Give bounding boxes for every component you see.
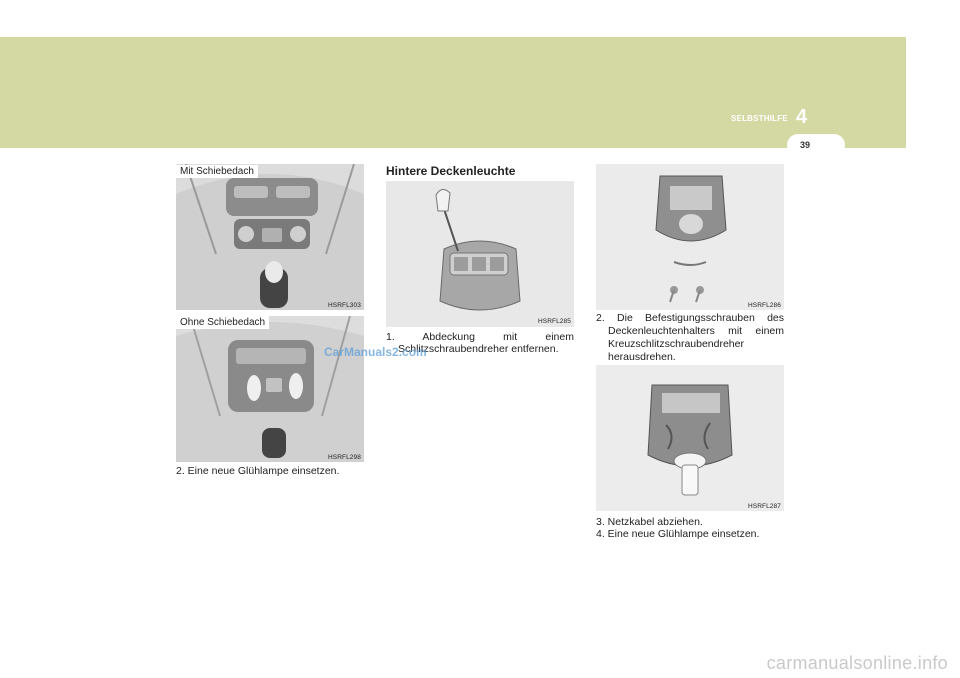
watermark-overlay: CarManuals2.com xyxy=(324,345,427,359)
chapter-number: 4 xyxy=(796,106,808,128)
section-heading: Hintere Deckenleuchte xyxy=(386,164,516,178)
photo-rear-lamp-bulb xyxy=(596,365,784,511)
page-number: 39 xyxy=(800,140,811,150)
footer-watermark: carmanualsonline.info xyxy=(766,653,948,673)
page-number-tab xyxy=(787,134,845,156)
step-1-line-2: Schlitzschraubendreher entfernen. xyxy=(398,343,559,355)
rear-lamp-cover-illustration xyxy=(386,181,574,327)
photo-front-lamp-with-sunroof xyxy=(176,164,364,310)
image-code: HSRFL287 xyxy=(748,503,781,510)
front-lamp-no-sunroof-illustration xyxy=(176,316,364,462)
step-2-right-line-3: Kreuzschlitzschraubendreher xyxy=(608,338,744,350)
photo-rear-lamp-cover-removal xyxy=(386,181,574,327)
photo-front-lamp-without-sunroof xyxy=(176,316,364,462)
rear-lamp-bulb-illustration xyxy=(596,365,784,511)
step-2-left: 2. Eine neue Glühlampe einsetzen. xyxy=(176,465,340,477)
step-3: 3. Netzkabel abziehen. xyxy=(596,516,703,528)
photo-rear-lamp-screws xyxy=(596,164,784,310)
step-1-line-1: 1. Abdeckung mit einem xyxy=(386,331,574,343)
step-4: 4. Eine neue Glühlampe einsetzen. xyxy=(596,528,760,540)
image-code: HSRFL298 xyxy=(328,454,361,461)
caption-mit-schiebedach: Mit Schiebedach xyxy=(176,165,258,178)
image-code: HSRFL286 xyxy=(748,302,781,309)
step-2-right-line-2: Deckenleuchtenhalters mit einem xyxy=(608,325,784,337)
section-label: SELBSTHILFE xyxy=(731,114,788,123)
step-2-right-line-4: herausdrehen. xyxy=(608,351,676,363)
image-code: HSRFL303 xyxy=(328,302,361,309)
front-lamp-sunroof-illustration xyxy=(176,164,364,310)
step-2-right-line-1: 2. Die Befestigungsschrauben des xyxy=(596,312,784,324)
caption-ohne-schiebedach: Ohne Schiebedach xyxy=(176,316,269,329)
image-code: HSRFL285 xyxy=(538,318,571,325)
rear-lamp-screws-illustration xyxy=(596,164,784,310)
header-band xyxy=(0,37,906,148)
